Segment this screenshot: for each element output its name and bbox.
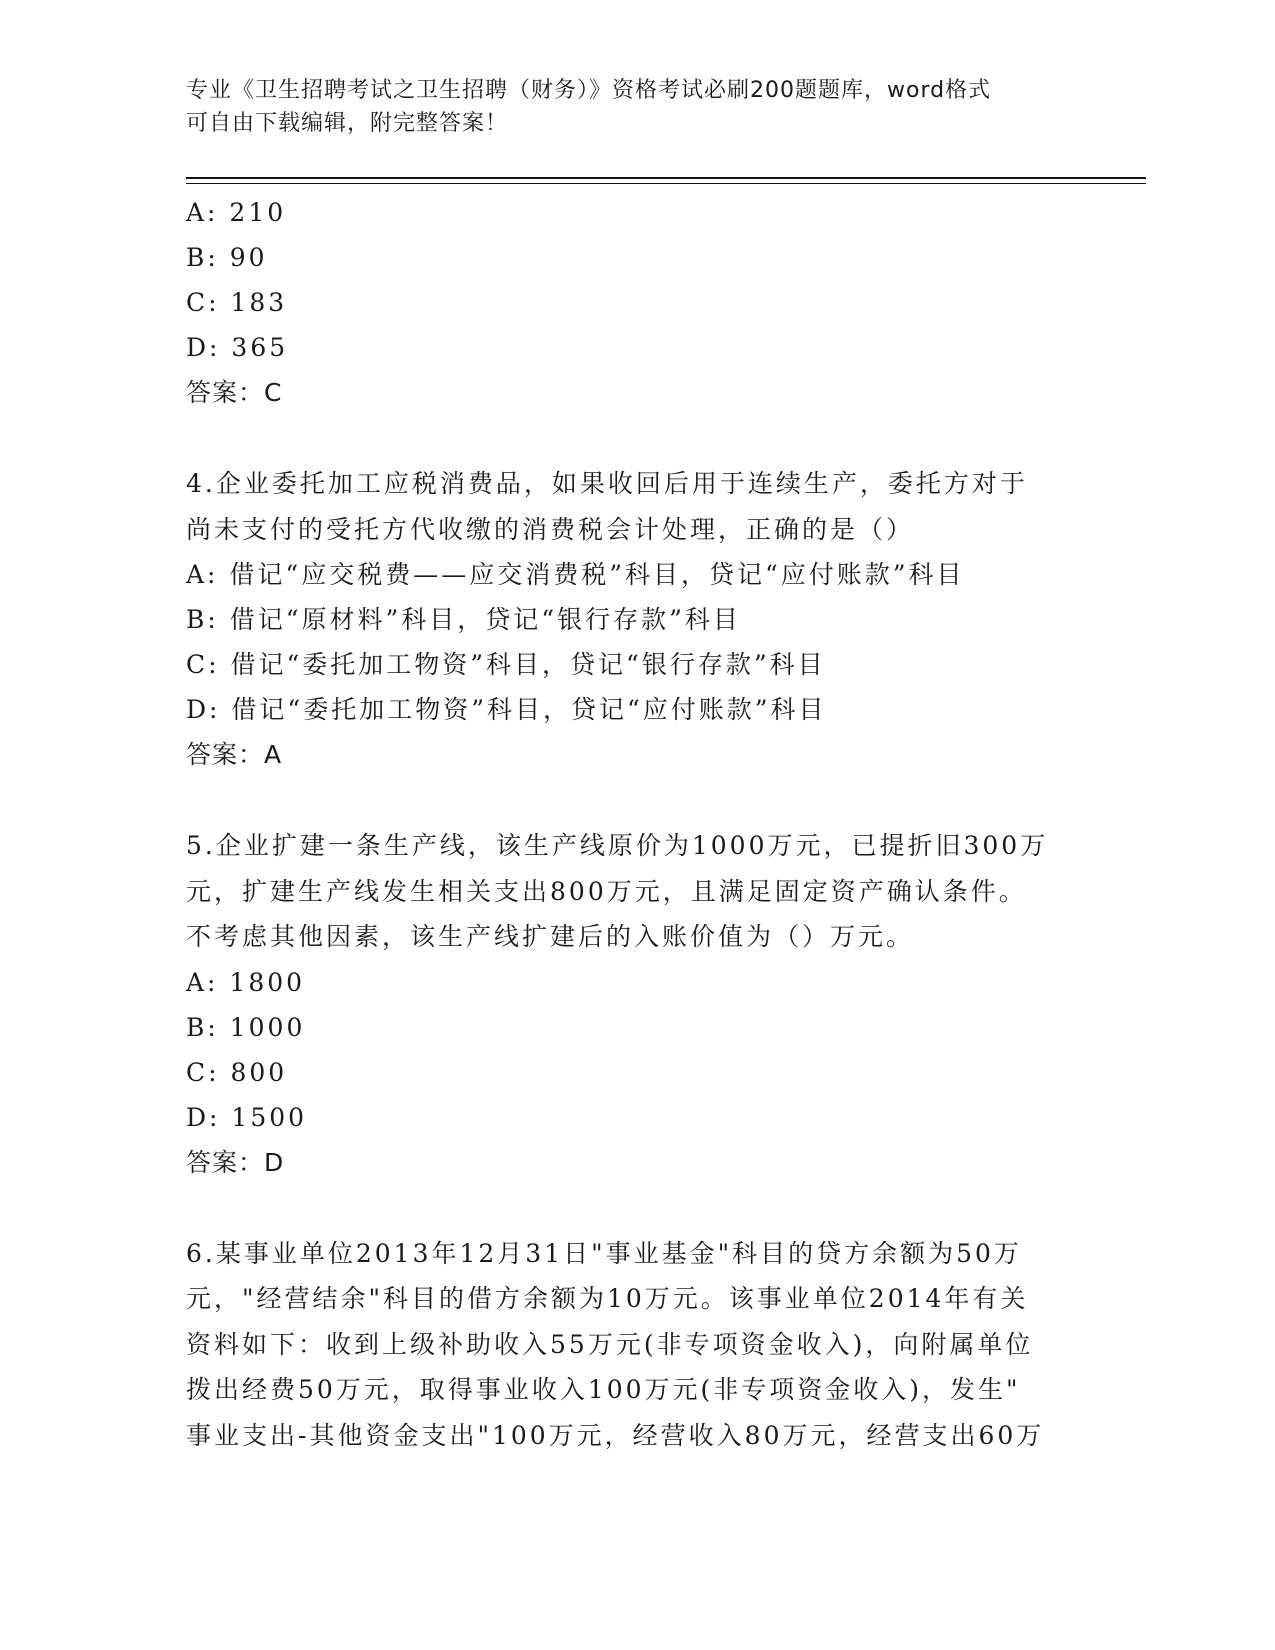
option-a: A: 210 — [186, 198, 287, 227]
spacer — [186, 415, 1086, 461]
question-text — [186, 461, 1086, 552]
option-b: B: 借记“原材料”科目，贷记“银行存款”科目 — [186, 605, 741, 634]
question-3 — [186, 190, 1086, 415]
header-divider-thick — [186, 177, 1146, 179]
question-text — [186, 1231, 1086, 1459]
header-line-2: 可自由下载编辑，附完整答案！ — [186, 111, 509, 136]
option-a: A: 1800 — [186, 967, 306, 997]
question-line: 元，扩建生产线发生相关支出800万元，且满足固定资产确认条件。 — [186, 876, 1027, 906]
question-line: 6.某事业单位2013年12月31日"事业基金"科目的贷方余额为50万 — [186, 1238, 1022, 1268]
question-line: 事业支出-其他资金支出"100万元，经营收入80万元，经营支出60万 — [186, 1420, 1045, 1450]
question-line: 元，"经营结余"科目的借方余额为10万元。该事业单位2014年有关 — [186, 1284, 1029, 1313]
question-4 — [186, 461, 1086, 777]
option-c: C: 800 — [186, 1057, 288, 1087]
question-text — [186, 823, 1086, 960]
answer-line: 答案：C — [186, 378, 283, 407]
header-divider-thin — [186, 183, 1146, 184]
spacer — [186, 777, 1086, 823]
answer-line: 答案：D — [186, 1147, 285, 1177]
document-header — [186, 74, 1086, 140]
option-d: D: 1500 — [186, 1102, 308, 1132]
question-line: 不考虑其他因素，该生产线扩建后的入账价值为（）万元。 — [186, 922, 915, 951]
question-6 — [186, 1231, 1086, 1459]
option-a: A: 借记“应交税费——应交消费税”科目，贷记“应付账款”科目 — [186, 560, 965, 589]
option-c: C: 183 — [186, 288, 288, 317]
option-b: B: 90 — [186, 243, 268, 272]
question-line: 拨出经费50万元，取得事业收入100万元(非专项资金收入)，发生" — [186, 1375, 1021, 1404]
question-line: 尚未支付的受托方代收缴的消费税会计处理，正确的是（） — [186, 514, 915, 544]
answer-line: 答案：A — [186, 740, 283, 769]
spacer — [186, 1185, 1086, 1231]
option-b: B: 1000 — [186, 1012, 306, 1042]
option-c: C: 借记“委托加工物资”科目，贷记“银行存款”科目 — [186, 650, 826, 679]
question-5 — [186, 823, 1086, 1185]
question-line: 4.企业委托加工应税消费品，如果收回后用于连续生产，委托方对于 — [186, 469, 1028, 498]
header-line-1: 专业《卫生招聘考试之卫生招聘（财务）》资格考试必刷200题题库，word格式 — [186, 78, 992, 103]
question-line: 资料如下：收到上级补助收入55万元(非专项资金收入)，向附属单位 — [186, 1329, 1034, 1359]
question-line: 5.企业扩建一条生产线，该生产线原价为1000万元，已提折旧300万 — [186, 831, 1049, 860]
option-d: D: 借记“委托加工物资”科目，贷记“应付账款”科目 — [186, 695, 827, 724]
document-body — [186, 190, 1086, 1458]
option-d: D: 365 — [186, 333, 289, 362]
